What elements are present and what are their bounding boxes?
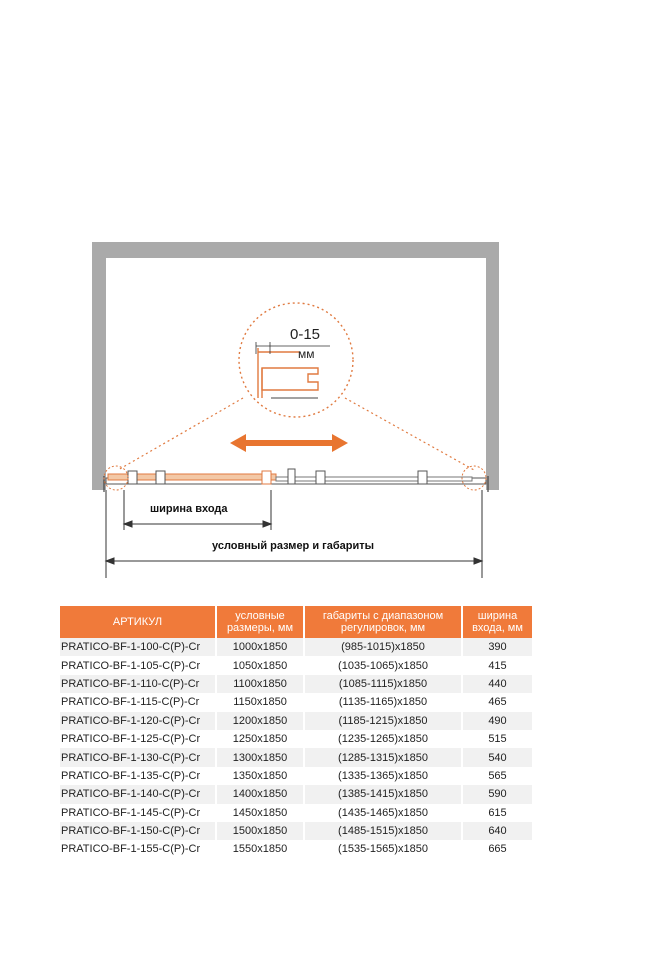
header-dimensions: габариты с диапазоном регулировок, мм [304,606,462,638]
cell-entry: 465 [462,693,532,711]
cell-entry: 515 [462,730,532,748]
cell-entry: 615 [462,804,532,822]
cell-entry: 440 [462,675,532,693]
header-nominal: условные размеры, мм [216,606,304,638]
cell-entry: 665 [462,840,532,858]
cell-entry: 415 [462,656,532,674]
cell-article: PRATICO-BF-1-155-C(P)-Cr [60,840,216,858]
table-row [60,638,532,656]
cell-nominal: 1000x1850 [216,638,304,656]
gap-range-label: 0-15 [290,326,321,343]
table-header-row [60,606,532,638]
cell-article: PRATICO-BF-1-105-C(P)-Cr [60,656,216,674]
spec-table [60,606,532,859]
table-row [60,748,532,766]
table-row [60,656,532,674]
cell-dimensions: (1435-1465)x1850 [304,804,462,822]
table-row [60,712,532,730]
cell-entry: 590 [462,785,532,803]
cell-article: PRATICO-BF-1-120-C(P)-Cr [60,712,216,730]
cell-dimensions: (1235-1265)x1850 [304,730,462,748]
cell-dimensions: (1485-1515)x1850 [304,822,462,840]
table-row [60,767,532,785]
cell-nominal: 1350x1850 [216,767,304,785]
cell-dimensions: (1085-1115)x1850 [304,675,462,693]
detail-guide-left [118,398,243,470]
cell-nominal: 1450x1850 [216,804,304,822]
table-row [60,730,532,748]
overall-size-label: условный размер и габариты [212,540,375,552]
cell-article: PRATICO-BF-1-130-C(P)-Cr [60,748,216,766]
table-row [60,785,532,803]
cell-article: PRATICO-BF-1-140-C(P)-Cr [60,785,216,803]
cell-nominal: 1150x1850 [216,693,304,711]
entry-width-label: ширина входа [150,503,228,515]
cell-dimensions: (1135-1165)x1850 [304,693,462,711]
cell-article: PRATICO-BF-1-125-C(P)-Cr [60,730,216,748]
cell-nominal: 1050x1850 [216,656,304,674]
cell-dimensions: (1285-1315)x1850 [304,748,462,766]
cell-article: PRATICO-BF-1-100-C(P)-Cr [60,638,216,656]
cell-nominal: 1100x1850 [216,675,304,693]
cell-nominal: 1200x1850 [216,712,304,730]
cell-nominal: 1400x1850 [216,785,304,803]
cell-article: PRATICO-BF-1-150-C(P)-Cr [60,822,216,840]
cell-dimensions: (1035-1065)x1850 [304,656,462,674]
cell-entry: 640 [462,822,532,840]
detail-guide-right [345,398,474,470]
table-body [60,638,532,859]
cell-dimensions: (985-1015)x1850 [304,638,462,656]
cell-nominal: 1300x1850 [216,748,304,766]
sliding-arrow-icon [230,434,348,452]
cell-dimensions: (1335-1365)x1850 [304,767,462,785]
cell-nominal: 1550x1850 [216,840,304,858]
table-row [60,675,532,693]
table-row [60,840,532,858]
cell-dimensions: (1535-1565)x1850 [304,840,462,858]
cell-nominal: 1250x1850 [216,730,304,748]
table-row [60,822,532,840]
cell-entry: 390 [462,638,532,656]
cell-dimensions: (1185-1215)x1850 [304,712,462,730]
cell-entry: 540 [462,748,532,766]
header-entry: ширина входа, мм [462,606,532,638]
cell-article: PRATICO-BF-1-115-C(P)-Cr [60,693,216,711]
gap-unit-label: мм [298,347,315,361]
detail-circle [239,303,353,417]
cell-nominal: 1500x1850 [216,822,304,840]
cell-dimensions: (1385-1415)x1850 [304,785,462,803]
table-row [60,693,532,711]
cell-article: PRATICO-BF-1-145-C(P)-Cr [60,804,216,822]
cell-article: PRATICO-BF-1-110-C(P)-Cr [60,675,216,693]
table-row [60,804,532,822]
cell-entry: 565 [462,767,532,785]
cell-entry: 490 [462,712,532,730]
header-article: АРТИКУЛ [60,606,216,638]
cell-article: PRATICO-BF-1-135-C(P)-Cr [60,767,216,785]
